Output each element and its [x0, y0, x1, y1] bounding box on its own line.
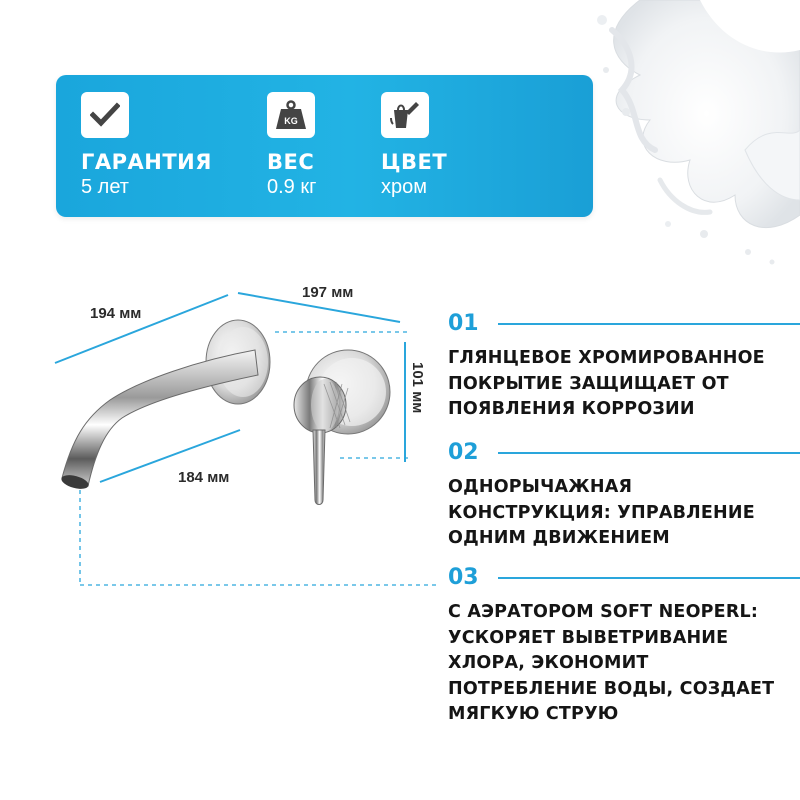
dimension-label-101: 101 мм [409, 362, 426, 414]
feature-divider [498, 577, 800, 579]
dimension-label-197: 197 мм [302, 284, 354, 301]
spec-value: 0.9 кг [267, 176, 317, 198]
feature-text: ГЛЯНЦЕВОЕ ХРОМИРОВАННОЕ ПОКРЫТИЕ ЗАЩИЩАЕТ ОТ ПОЯВЛЕНИЯ КОРРОЗИИ [448, 348, 765, 419]
feature-number: 02 [448, 440, 479, 465]
spec-title: ЦВЕТ [381, 150, 448, 174]
spec-title: ГАРАНТИЯ [81, 150, 212, 174]
feature-divider [498, 452, 800, 454]
weight-icon-label: KG [284, 116, 298, 126]
feature-item-03 [448, 566, 788, 728]
feature-number: 03 [448, 565, 479, 590]
dimension-label-194: 194 мм [90, 305, 142, 322]
feature-item-01 [448, 312, 788, 423]
spec-value: 5 лет [81, 176, 129, 198]
spec-value: хром [381, 176, 427, 198]
feature-divider [498, 323, 800, 325]
spec-title: ВЕС [267, 150, 315, 174]
faucet-spout [62, 350, 258, 486]
feature-text: ОДНОРЫЧАЖНАЯ КОНСТРУКЦИЯ: УПРАВЛЕНИЕ ОДНИМ ДВИЖЕНИЕМ [448, 477, 755, 548]
feature-text: С АЭРАТОРОМ SOFT NEOPERL: УСКОРЯЕТ ВЫВЕТРИВАНИЕ ХЛОРА, ЭКОНОМИТ ПОТРЕБЛЕНИЕ ВОДЫ, СОЗДАЕТ МЯГКУЮ СТРУЮ [448, 602, 775, 724]
mixer-lever [313, 430, 325, 505]
feature-number: 01 [448, 311, 479, 336]
feature-item-02 [448, 441, 788, 552]
dimension-label-184: 184 мм [178, 469, 230, 486]
